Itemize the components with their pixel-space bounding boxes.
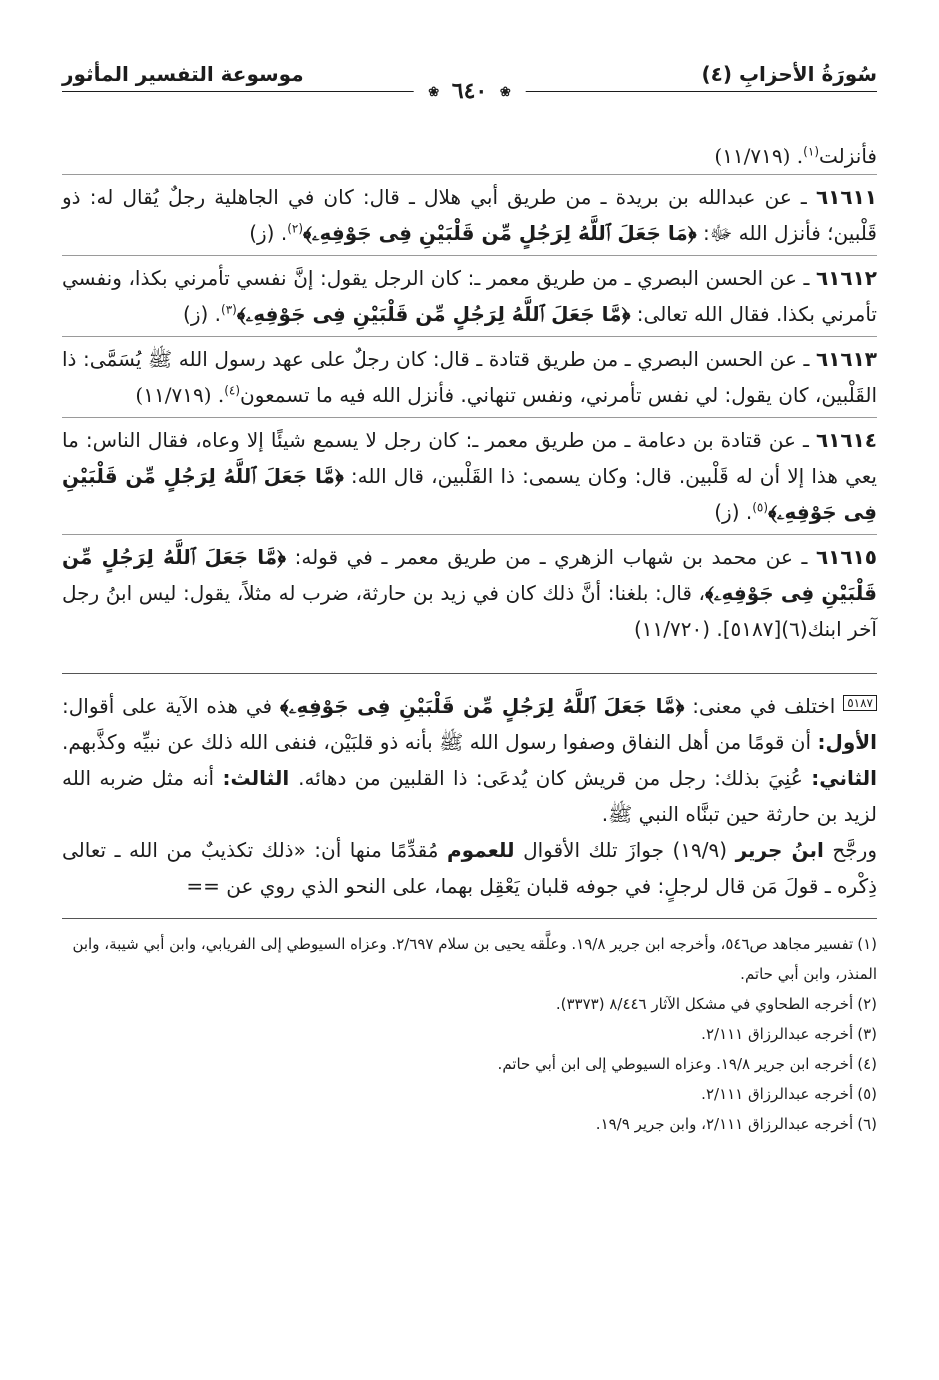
footnote-number: (١) xyxy=(857,935,877,953)
quran-verse: ﴿مَّا جَعَلَ ٱللَّهُ لِرَجُلٍ مِّن قَلْبَيْنِ فِى جَوْفِهِۦ﴾ xyxy=(236,302,631,326)
narration-tail: . (ز) xyxy=(714,500,753,524)
quran-verse: ﴿مَا جَعَلَ ٱللَّهُ لِرَجُلٍ مِّن قَلْبَيْنِ فِى جَوْفِهِۦ﴾ xyxy=(303,221,697,245)
opening-line xyxy=(62,138,877,174)
footnote-text: أخرجه الطحاوي في مشكل الآثار ٨/٤٤٦ (٣٣٧٣). xyxy=(555,995,854,1013)
emphasis-term: للعموم xyxy=(447,838,515,862)
opinion-text: عُنِيَ بذلك: رجل من قريش كان يُدعَى: ذا القلبين من دهائه. xyxy=(298,766,812,790)
narration-text: ـ عن عبدالله بن بريدة ـ من طريق أبي هلال ـ قال: كان في الجاهلية رجلٌ يُقال له: ذو قَلْبين؛ فأنزل الله ﷻ: xyxy=(62,185,877,245)
note-text: (١٩/٩) جوازَ تلك الأقوال xyxy=(514,838,736,862)
note-text: في هذه الآية على أقوال: xyxy=(62,694,280,718)
narration-tail: . (١١/٧١٩) xyxy=(135,383,225,407)
book-title: موسوعة التفسير المأثور xyxy=(62,62,304,86)
narration-text: ـ عن قتادة بن دعامة ـ من طريق معمر ـ: كان رجل لا يسمع شيئًا إلا وعاه، فقال الناس: ما يعي هذا إلا أن له قَلْبين. قال: وكان يسمى: ذا القَلْبين، قال الله: xyxy=(62,428,877,488)
opinion-text: أن قومًا من أهل النفاق وصفوا رسول الله ﷺ بأنه ذو قلبَيْن، فنفى الله ذلك عن نبيِّه وكذَّبهم. xyxy=(62,730,818,754)
narration-number: ٦١٦١٤ xyxy=(815,428,877,452)
ornament-icon: ❀ xyxy=(499,84,511,100)
footnote-text: أخرجه عبدالرزاق ٢/١١١. xyxy=(701,1085,854,1103)
footnote-text: أخرجه عبدالرزاق ٢/١١١. xyxy=(701,1025,854,1043)
page-number xyxy=(413,78,526,104)
main-text xyxy=(62,138,877,651)
note-number-box: ٥١٨٧ xyxy=(843,695,877,711)
narration-entry xyxy=(62,174,877,255)
narration-number: ٦١٦١١ xyxy=(815,185,877,209)
quran-verse: ﴿مَّا جَعَلَ ٱللَّهُ لِرَجُلٍ مِّن قَلْبَيْنِ فِى جَوْفِهِۦ﴾ xyxy=(62,545,877,605)
footnote-item xyxy=(62,1079,877,1109)
footnote-number: (٥) xyxy=(857,1085,877,1103)
footnote-marker: (٢) xyxy=(287,221,304,236)
narration-text: ـ عن الحسن البصري ـ من طريق قتادة ـ قال: كان رجلٌ على عهد رسول الله ﷺ يُسَمَّى: ذا القَلْبين، كان يقول: لي نفس تأمرني، ونفس تنهاني. فأنزل الله فيه ما تسمعون xyxy=(62,347,877,407)
narration-tail: . (ز) xyxy=(183,302,222,326)
commentary-separator xyxy=(62,673,877,674)
opinion-label: الثاني: xyxy=(811,766,877,790)
footnote-number: (٣) xyxy=(857,1025,877,1043)
opinion-text: أنه مثل ضربه الله لزيد بن حارثة حين تبنَّاه النبي ﷺ. xyxy=(62,766,877,826)
footnote-item xyxy=(62,1049,877,1079)
footnote-item xyxy=(62,989,877,1019)
narration-tail: ، قال: بلغنا: أنَّ ذلك كان في زيد بن حارثة، ضرب له مثلاً، يقول: ليس ابنُ رجل آخر ابنك(٦)[٥١٨٧]. (١١/٧٢٠) xyxy=(62,581,877,641)
footnote-item xyxy=(62,1019,877,1049)
narration-number: ٦١٦١٣ xyxy=(815,347,877,371)
volume-reference: . (١١/٧١٩) xyxy=(714,144,804,168)
narration-entry xyxy=(62,417,877,534)
commentary-note xyxy=(62,688,877,904)
narration-entry xyxy=(62,534,877,651)
narration-tail: . (ز) xyxy=(249,221,288,245)
footnotes xyxy=(62,929,877,1139)
footnote-marker: (٤) xyxy=(224,383,241,398)
footnote-marker: (٣) xyxy=(221,302,237,317)
footnote-separator xyxy=(62,918,877,919)
note-text: اختلف في معنى: xyxy=(684,694,844,718)
opinion-label: الثالث: xyxy=(222,766,299,790)
narration-text: ـ عن محمد بن شهاب الزهري ـ من طريق معمر ـ في قوله: xyxy=(286,545,816,569)
quran-verse: ﴿مَّا جَعَلَ ٱللَّهُ لِرَجُلٍ مِّن قَلْبَيْنِ فِى جَوْفِهِۦ﴾ xyxy=(62,464,877,524)
footnote-text: تفسير مجاهد ص٥٤٦، وأخرجه ابن جرير ١٩/٨. وعلَّقه يحيى بن سلام ٢/٦٩٧. وعزاه السيوطي إلى الفريابي، وابن أبي شيبة، وابن المنذر، وابن أبي حاتم. xyxy=(72,935,877,983)
note-text: ورجَّح xyxy=(823,838,877,862)
narration-number: ٦١٦١٢ xyxy=(815,266,877,290)
footnote-number: (٦) xyxy=(857,1115,877,1133)
footnote-text: أخرجه عبدالرزاق ٢/١١١، وابن جرير ١٩/٩. xyxy=(595,1115,854,1133)
footnote-item xyxy=(62,929,877,989)
opening-text: فأنزلت xyxy=(819,144,877,168)
footnote-marker: (١) xyxy=(803,144,819,159)
footnote-text: أخرجه ابن جرير ١٩/٨. وعزاه السيوطي إلى ابن أبي حاتم. xyxy=(497,1055,854,1073)
opinion-label: الأول: xyxy=(817,730,877,754)
narration-entry xyxy=(62,255,877,336)
footnote-marker: (٥) xyxy=(752,500,769,515)
page-number-value: ٦٤٠ xyxy=(451,78,488,104)
narration-entry xyxy=(62,336,877,417)
narration-number: ٦١٦١٥ xyxy=(815,545,877,569)
surah-title: سُورَةُ الأحزابِ (٤) xyxy=(701,62,877,86)
ornament-icon: ❀ xyxy=(428,84,440,100)
footnote-item xyxy=(62,1109,877,1139)
page-header xyxy=(62,58,877,110)
narration-text: ـ عن الحسن البصري ـ من طريق معمر ـ: كان الرجل يقول: إنَّ نفسي تأمرني بكذا، ونفسي تأمرني بكذا. فقال الله تعالى: xyxy=(62,266,877,326)
footnote-number: (٤) xyxy=(857,1055,877,1073)
footnote-number: (٢) xyxy=(857,995,877,1013)
scholar-name: ابنُ جرير xyxy=(735,838,824,862)
book-page xyxy=(62,58,877,1139)
note-text: مُقدِّمًا منها أن: «ذلك تكذيبٌ من الله ـ تعالى ذِكْره ـ قولَ مَن قال لرجلٍ: في جوفه قلبان يَعْقِل بهما، على النحو الذي روي عن == xyxy=(62,838,877,898)
quran-verse: ﴿مَّا جَعَلَ ٱللَّهُ لِرَجُلٍ مِّن قَلْبَيْنِ فِى جَوْفِهِۦ﴾ xyxy=(279,694,685,718)
